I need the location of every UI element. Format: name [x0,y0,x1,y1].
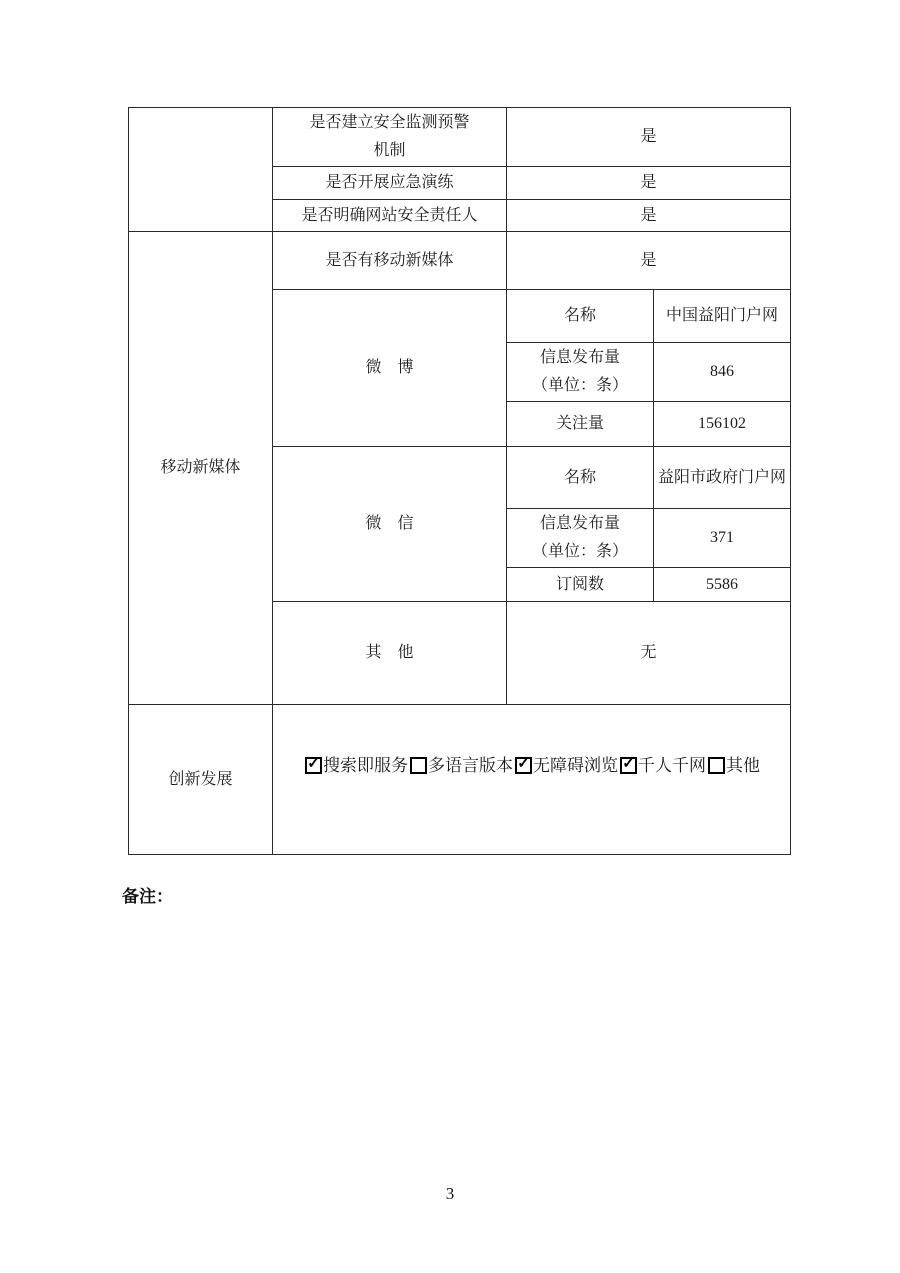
weibo-posts-value: 846 [654,343,791,402]
annual-report-table [128,107,791,855]
page-number: 3 [445,1184,455,1203]
wechat-posts-value: 371 [654,509,791,568]
has-mobile-media-label: 是否有移动新媒体 [273,232,507,290]
wechat-posts-label: 信息发布量 （单位：条） [507,509,654,568]
weibo-followers-label: 关注量 [507,402,654,447]
innovation-option-label: 无障碍浏览 [533,755,618,775]
wechat-subscribers-value: 5586 [654,568,791,602]
other-media-value: 无 [507,602,791,705]
innovation-options-line [277,751,786,781]
wechat-label: 微 信 [273,447,507,602]
weibo-name-value: 中国益阳门户网 [654,290,791,343]
section-cell-empty [129,108,273,232]
section-cell-innovation: 创新发展 [129,705,273,855]
wechat-name-label: 名称 [507,447,654,509]
checkbox-icon-personalized [620,757,637,774]
innovation-option-label: 其他 [726,755,760,775]
other-media-label: 其 他 [273,602,507,705]
security-monitor-value: 是 [507,108,791,167]
security-officer-value: 是 [507,200,791,232]
innovation-option-label: 多语言版本 [428,755,513,775]
wechat-subscribers-label: 订阅数 [507,568,654,602]
checkbox-icon-multilingual [410,757,427,774]
security-drill-label: 是否开展应急演练 [273,167,507,200]
security-monitor-label: 是否建立安全监测预警 机制 [273,108,507,167]
innovation-options-cell [273,705,791,855]
checkbox-icon-other [708,757,725,774]
section-cell-mobile-media: 移动新媒体 [129,232,273,705]
checkbox-icon-search-service [305,757,322,774]
weibo-label: 微 博 [273,290,507,447]
innovation-option-label: 千人千网 [638,755,706,775]
security-drill-value: 是 [507,167,791,200]
notes-label: 备注： [122,887,173,906]
has-mobile-media-value: 是 [507,232,791,290]
weibo-posts-label: 信息发布量 （单位：条） [507,343,654,402]
wechat-name-value: 益阳市政府门户网 [654,447,791,509]
weibo-followers-value: 156102 [654,402,791,447]
checkbox-icon-accessibility [515,757,532,774]
weibo-name-label: 名称 [507,290,654,343]
innovation-option-label: 搜索即服务 [323,755,408,775]
security-officer-label: 是否明确网站安全责任人 [273,200,507,232]
